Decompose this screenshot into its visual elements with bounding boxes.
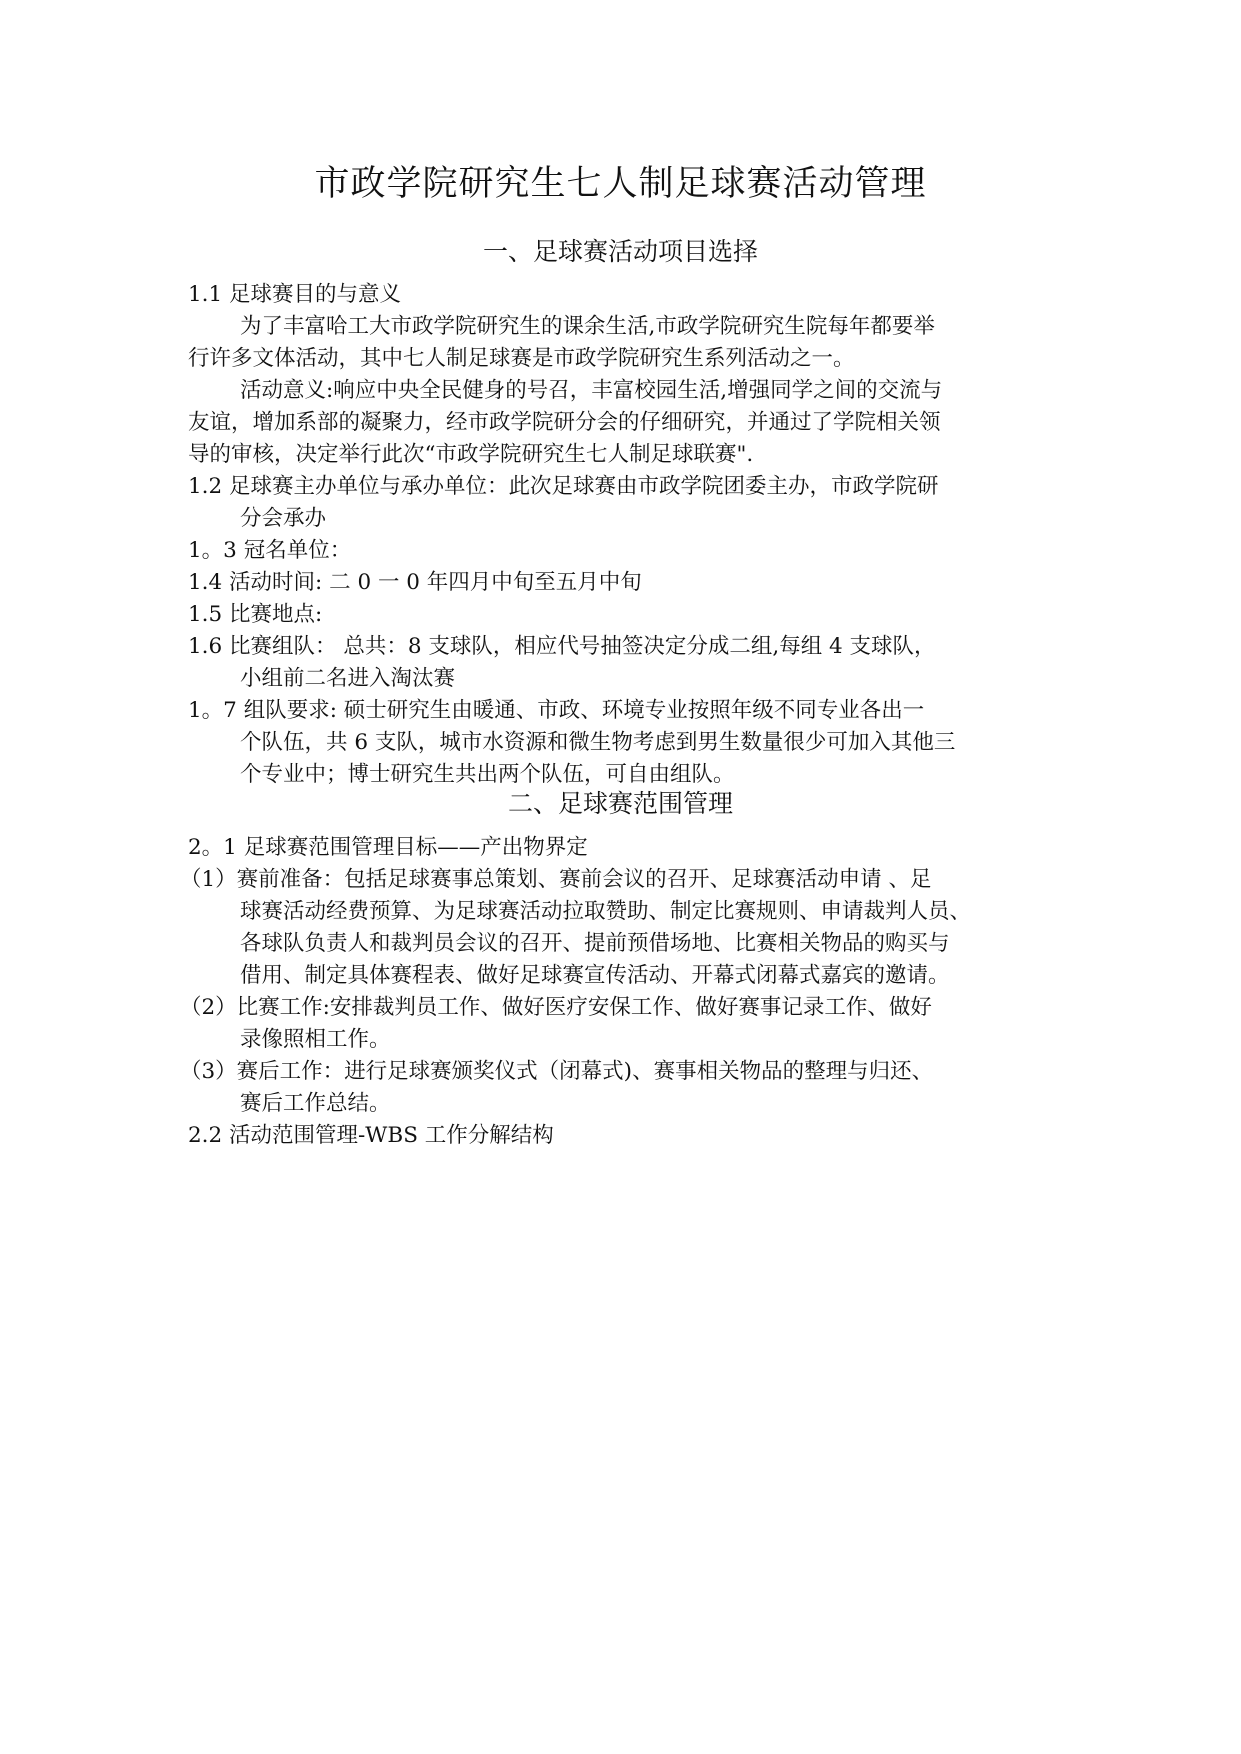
list-item-continuation: 借用、制定具体赛程表、做好足球赛宣传活动、开幕式闭幕式嘉宾的邀请。 bbox=[240, 963, 950, 988]
list-item-3: （3）赛后工作：进行足球赛颁奖仪式（闭幕式)、赛事相关物品的整理与归还、 bbox=[180, 1059, 934, 1084]
paragraph-line: 小组前二名进入淘汰赛 bbox=[240, 666, 456, 691]
section-1-body bbox=[188, 279, 1068, 791]
list-item-2: （2）比赛工作:安排裁判员工作、做好医疗安保工作、做好赛事记录工作、做好 bbox=[180, 995, 932, 1020]
paragraph-line: 友谊，增加系部的凝聚力，经市政学院研分会的仔细研究，并通过了学院相关领 bbox=[188, 410, 941, 435]
paragraph-line: 导的审核，决定举行此次“市政学院研究生七人制足球联赛". bbox=[188, 442, 754, 467]
paragraph-line: 活动意义:响应中央全民健身的号召，丰富校园生活,增强同学之间的交流与 bbox=[240, 378, 943, 403]
subsection-1-7: 1。7 组队要求: 硕士研究生由暖通、市政、环境专业按照年级不同专业各出一 bbox=[188, 698, 925, 723]
list-item-continuation: 各球队负责人和裁判员会议的召开、提前预借场地、比赛相关物品的购买与 bbox=[240, 931, 950, 956]
section-2-body bbox=[180, 832, 1068, 1152]
list-item-continuation: 球赛活动经费预算、为足球赛活动拉取赞助、制定比赛规则、申请裁判人员、 bbox=[240, 899, 972, 924]
list-item-continuation: 录像照相工作。 bbox=[240, 1027, 391, 1052]
section-2-heading: 二、足球赛范围管理 bbox=[507, 789, 733, 818]
subsection-1-3: 1。3 冠名单位： bbox=[188, 538, 352, 563]
paragraph-line: 个专业中；博士研究生共出两个队伍，可自由组队。 bbox=[240, 762, 735, 787]
subsection-1-1: 1.1 足球赛目的与意义 bbox=[188, 282, 402, 307]
section-1-heading: 一、足球赛活动项目选择 bbox=[482, 237, 758, 266]
paragraph-line: 个队伍，共 6 支队，城市水资源和微生物考虑到男生数量很少可加入其他三 bbox=[240, 730, 956, 755]
subsection-1-5: 1.5 比赛地点: bbox=[188, 602, 323, 627]
subsection-2-2: 2.2 活动范围管理-WBS 工作分解结构 bbox=[188, 1123, 554, 1148]
paragraph-line: 行许多文体活动，其中七人制足球赛是市政学院研究生系列活动之一。 bbox=[188, 346, 855, 371]
subsection-1-2: 1.2 足球赛主办单位与承办单位：此次足球赛由市政学院团委主办，市政学院研 bbox=[188, 474, 939, 499]
subsection-1-6: 1.6 比赛组队： 总共：8 支球队，相应代号抽签决定分成二组,每组 4 支球队， bbox=[188, 634, 936, 659]
subsection-2-1: 2。1 足球赛范围管理目标——产出物界定 bbox=[188, 835, 588, 860]
list-item-continuation: 赛后工作总结。 bbox=[240, 1091, 391, 1116]
paragraph-line: 为了丰富哈工大市政学院研究生的课余生活,市政学院研究生院每年都要举 bbox=[240, 314, 935, 339]
paragraph-line: 分会承办 bbox=[240, 506, 327, 531]
subsection-1-4: 1.4 活动时间: 二 0 一 0 年四月中旬至五月中旬 bbox=[188, 570, 642, 595]
list-item-1: （1）赛前准备：包括足球赛事总策划、赛前会议的召开、足球赛活动申请 、足 bbox=[180, 867, 932, 892]
document-title: 市政学院研究生七人制足球赛活动管理 bbox=[314, 164, 927, 204]
